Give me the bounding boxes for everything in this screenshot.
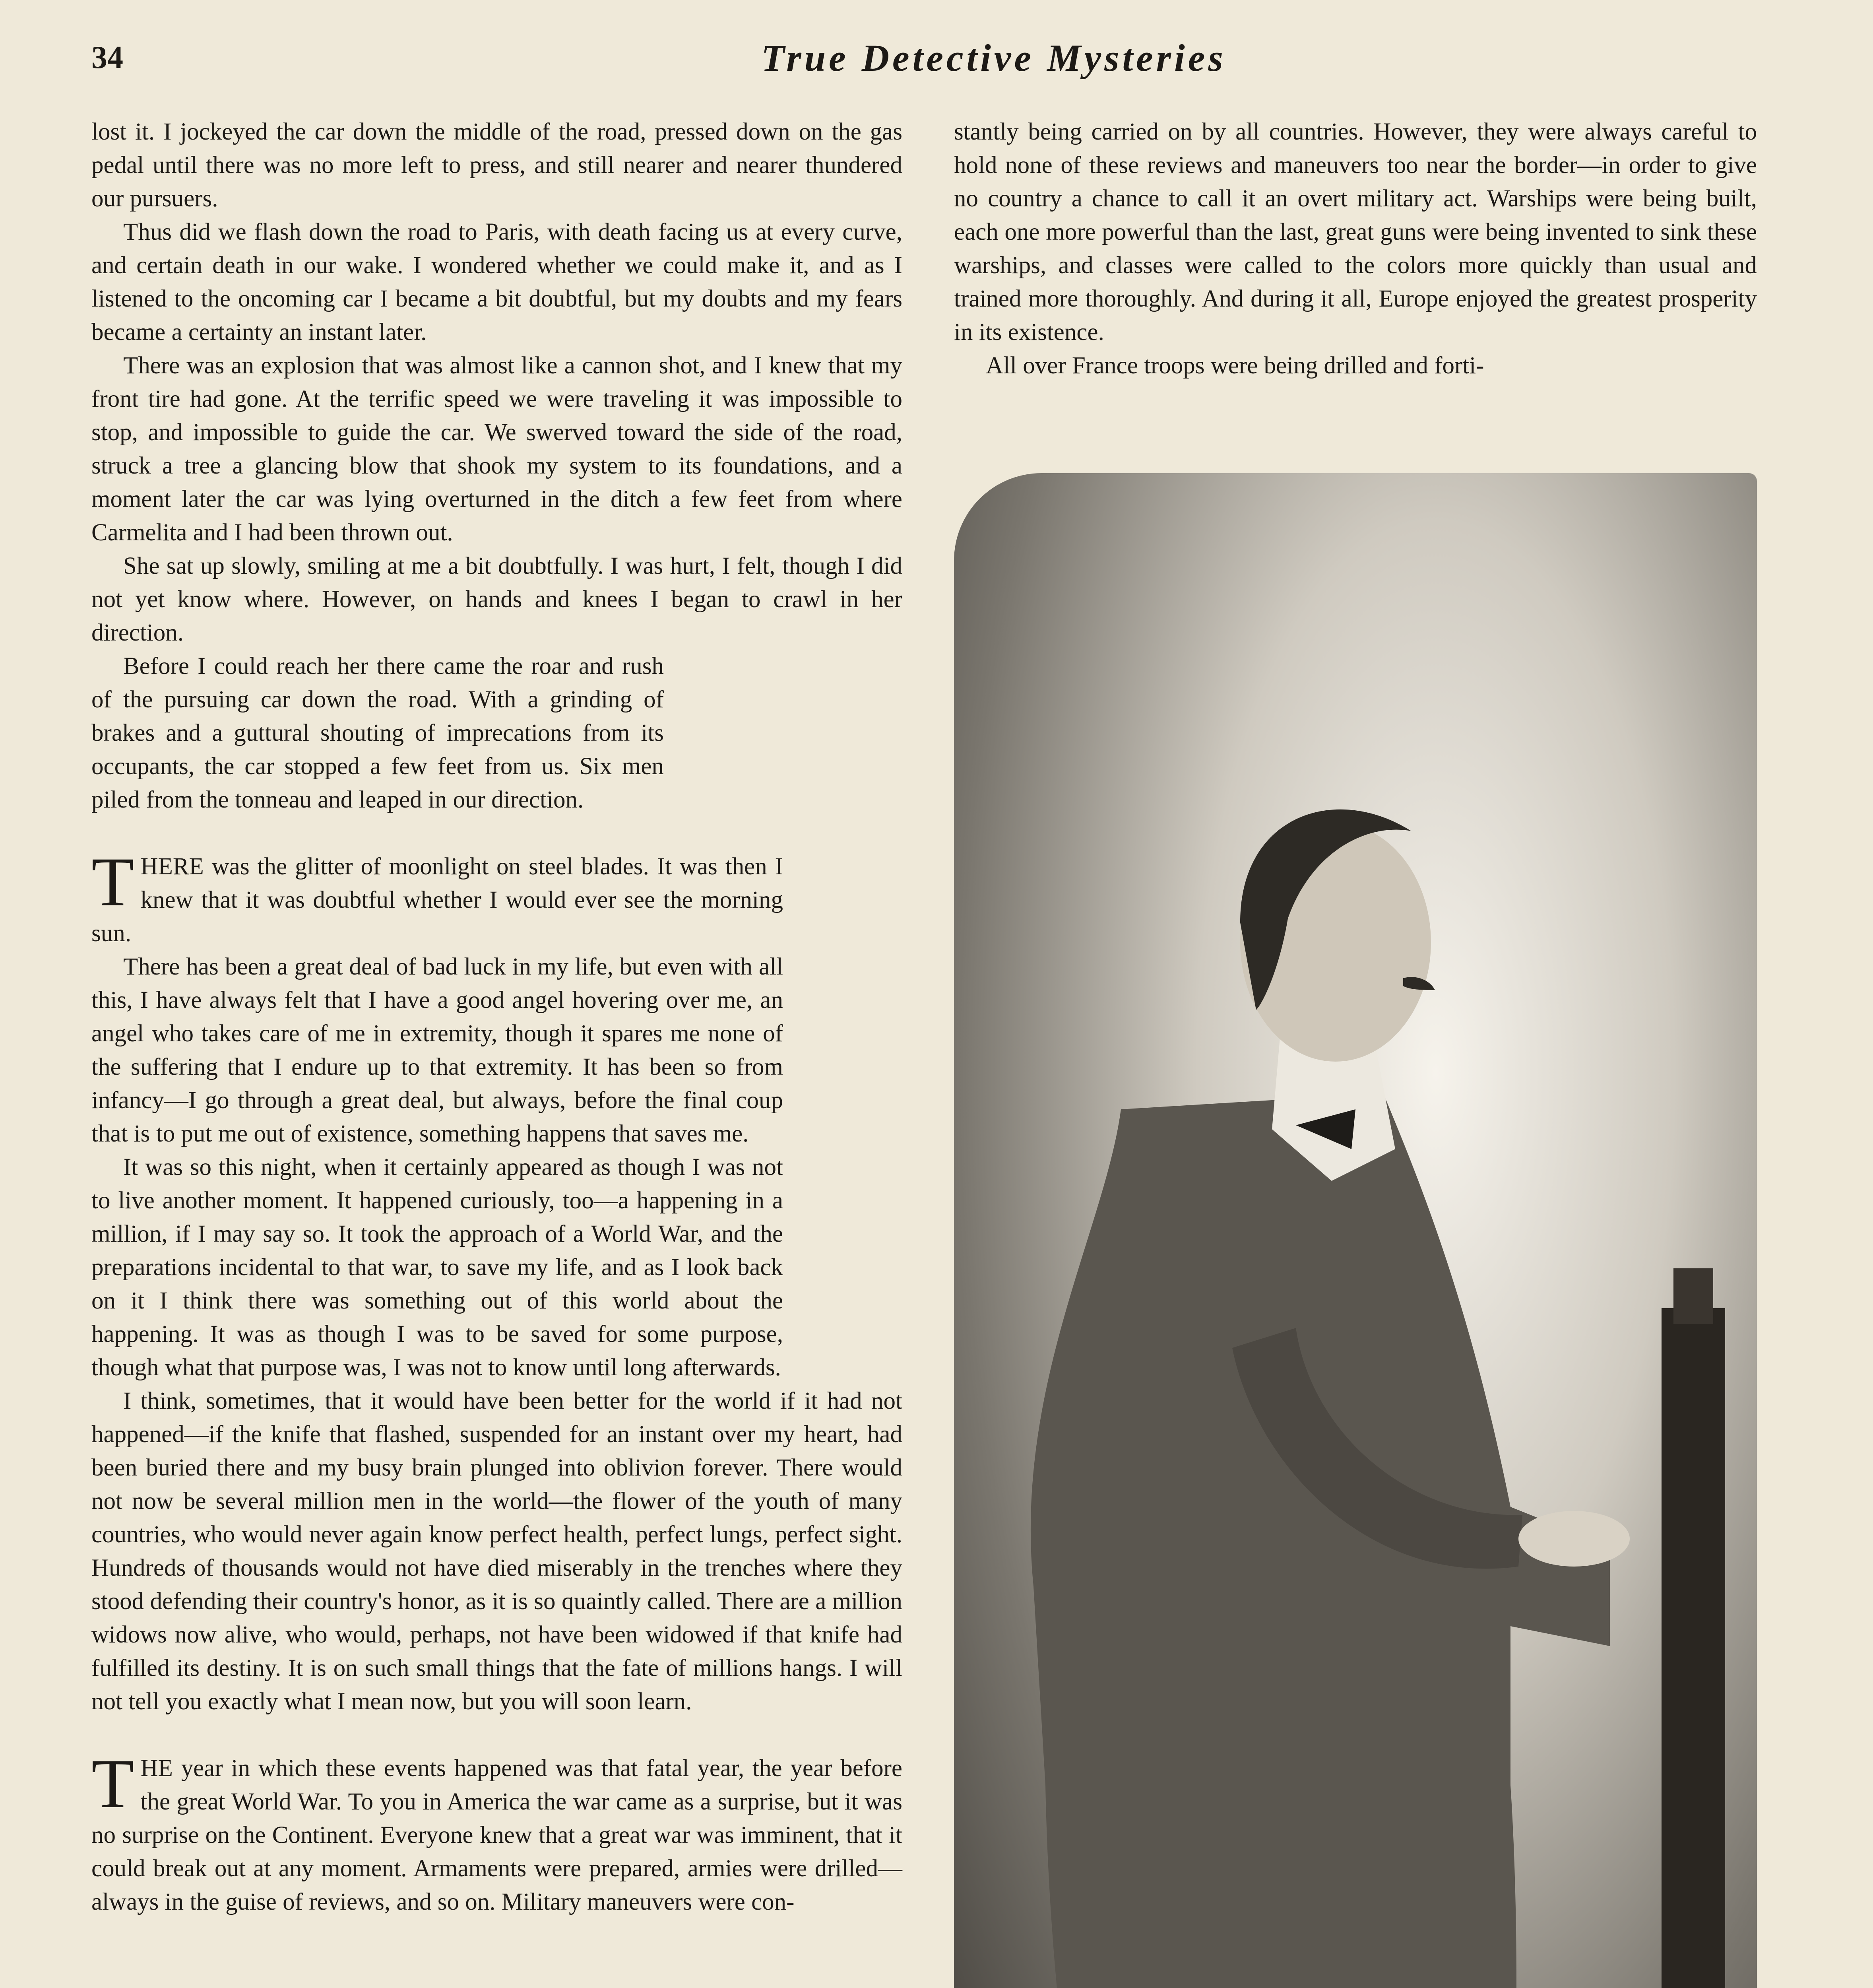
paragraph-text: year in which these events happened was that fatal year, the year before the great World War. To you in America the war came as a surprise, but it was no surprise on the Continent. Everyone knew that a great war was imminent, that it could break out at any moment. Armaments were prepared, armies were drilled—always in the guise of reviews, and so on. Military maneuvers were con- — [91, 1755, 902, 1915]
chair-back — [1662, 1308, 1725, 1988]
paragraph: It was so this night, when it certainly appeared as though I was not to live another moment. It happened curiously, too—a happening in a million, if I may say so. It took the approach of a World War, and the preparations incidental to that war, to save my life, and as I look back on it I think there was something out of this world about the happening. It was as though I was to be saved for some purpose, though what that purpose was, I was not to know until long afterwards. — [91, 1154, 783, 1381]
paragraph: lost it. I jockeyed the car down the middle of the road, pressed down on the gas pedal until there was no more left to press, and still nearer and nearer thundered our pursuers. — [91, 118, 902, 212]
paragraph: She sat up slowly, smiling at me a bit doubtfully. I was hurt, I felt, though I did not yet know where. However, on hands and knees I began to crawl in her direction. — [91, 553, 902, 646]
photograph — [954, 473, 1757, 1988]
running-header: True Detective Mysteries — [761, 37, 1226, 79]
paragraph: Before I could reach her there came the roar and rush of the pursuing car down the road. With a grinding of brakes and a guttural shouting of imprecations from its occupants, the car stopped a few feet from us. Six men piled from the tonneau and leaped in our direction. — [91, 653, 664, 813]
paragraph-text: was the glitter of moonlight on steel blades. It was then I knew that it was doubtful whether I would ever see the morning sun. — [91, 853, 783, 947]
paragraph: I think, sometimes, that it would have been better for the world if it had not happened—if the knife that flashed, suspended for an instant over my heart, had been buried there and my busy brain plunged into oblivion forever. There would not now be several million men in the world—the flower of the youth of many countries, who would never again know perfect health, perfect lungs, perfect sight. Hundreds of thousands would not have died miserably in the trenches where they stood defending their country's honor, as it is so quaintly called. There are a million widows now alive, who would, perhaps, not have been widowed if that knife had fulfilled its destiny. It is on such small things that the fate of millions hangs. I will not tell you exactly what I mean now, but you will soon learn. — [91, 1388, 902, 1715]
lead-word: HERE — [140, 853, 204, 880]
section-paragraph — [91, 843, 902, 950]
paragraph: Thus did we flash down the road to Paris, with death facing us at every curve, and certain death in our wake. I wondered whether we could make it, and as I listened to the oncoming car I became a bit doubtful, but my doubts and my fears became a certainty an instant later. — [91, 219, 902, 346]
drop-cap: T — [91, 843, 134, 921]
paragraph: All over France troops were being drilled and forti- — [986, 352, 1484, 379]
left-column — [91, 115, 902, 1919]
paragraph: There has been a great deal of bad luck in my life, but even with all this, I have always felt that I have a good angel hovering over me, an angel who takes care of me in extremity, though it spares me none of the suffering that I endure up to that extremity. It has been so from infancy—I go through a great deal, but always, before the final coup that is to put me out of existence, something happens that saves me. — [91, 953, 783, 1147]
photo-illustration — [954, 473, 1757, 1988]
paragraph: There was an explosion that was almost like a cannon shot, and I knew that my front tire had gone. At the terrific speed we were traveling it was impossible to stop, and impossible to guide the car. We swerved toward the side of the road, struck a tree a glancing blow that shook my system to its foundations, and a moment later the car was lying overturned in the ditch a few feet from where Carmelita and I had been thrown out. — [91, 352, 902, 546]
drop-cap: T — [91, 1745, 134, 1823]
page-number: 34 — [91, 40, 123, 75]
section-paragraph — [91, 1745, 902, 1919]
figure-hand — [1518, 1511, 1630, 1567]
right-column-top — [954, 115, 1757, 382]
lead-word: HE — [140, 1755, 173, 1782]
paragraph: stantly being carried on by all countries. However, they were always careful to hold none of these reviews and maneuvers too near the border—in order to give no country a chance to call it an overt military act. Warships were being built, each one more powerful than the last, great guns were being invented to sink these warships, and classes were called to the colors more quickly than usual and trained more thoroughly. And during it all, Europe enjoyed the greatest prosperity in its existence. — [954, 118, 1757, 346]
